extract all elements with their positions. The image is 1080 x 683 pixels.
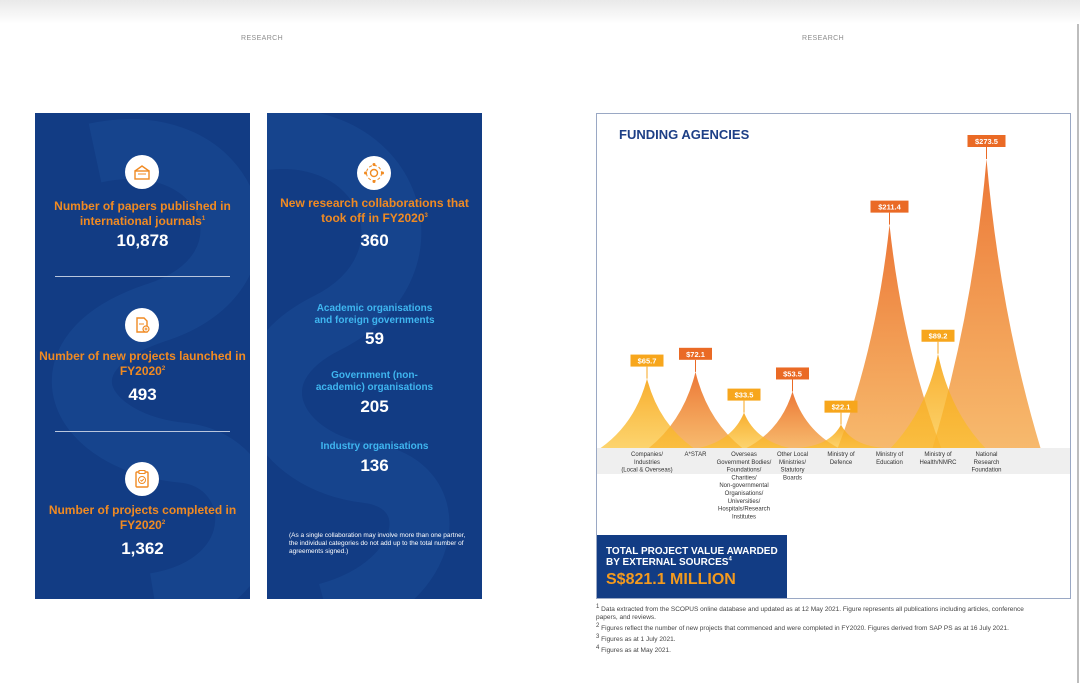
papers-published-label: Number of papers published in international journals$^1$: [54, 199, 231, 228]
divider-rule: [55, 276, 230, 277]
chart-title: FUNDING AGENCIES: [619, 127, 750, 142]
total-value-label: TOTAL PROJECT VALUE AWARDED BY EXTERNAL SOURCES$^4$: [606, 546, 778, 568]
viewer-top-bar: [0, 0, 1080, 24]
value-label: $89.2: [928, 331, 948, 341]
value-label: $273.5: [975, 137, 998, 146]
running-head-right: RESEARCH: [802, 35, 845, 42]
clipboard-check-icon: [125, 462, 159, 496]
value-label: $22.1: [831, 402, 851, 412]
category-label: Ministry of Education: [875, 452, 904, 466]
divider-rule: [55, 431, 230, 432]
new-projects-value: 493: [128, 385, 157, 404]
new-projects-label: Number of new projects launched in FY2020$^2$: [39, 349, 246, 378]
projects-completed-value: 1,362: [121, 539, 164, 558]
category-label: Other Local Ministries/ Statutory Boards: [776, 452, 809, 482]
collaborations-label: New research collaborations that took off in FY2020$^3$: [280, 196, 469, 225]
footnote-item: $^1$ Data extracted from the SCOPUS online database and updated as at 12 May 2021. Figure represents all publications including articles, conference papers, and reviews.: [596, 603, 1024, 621]
value-label: $53.5: [783, 369, 802, 379]
footnote-item: $^3$ Figures as at 1 July 2021.: [596, 633, 676, 643]
total-value-box: [597, 535, 787, 598]
academic-orgs-label: Academic organisations and foreign governments: [314, 303, 435, 326]
total-value-amount: S$821.1 MILLION: [606, 571, 736, 588]
stacked-papers-icon: [125, 155, 159, 189]
funding-agencies-chart: [596, 113, 1071, 599]
projects-completed-label: Number of projects completed in FY2020$^2$: [48, 503, 237, 532]
page-edge-divider: [1077, 24, 1079, 683]
gear-network-icon: [357, 156, 391, 190]
government-orgs-label: Government (non-academic) organisations: [315, 370, 434, 393]
funding-chart-svg: [597, 114, 1071, 599]
industry-orgs-label: Industry organisations: [320, 441, 429, 452]
value-label: $72.1: [686, 349, 705, 359]
value-label: $65.7: [637, 356, 657, 366]
document-plus-icon: [125, 308, 159, 342]
academic-orgs-value: 59: [365, 329, 384, 348]
category-label: Companies/ Industries (Local & Overseas): [621, 452, 673, 474]
papers-published-value: 10,878: [116, 231, 169, 250]
running-head-left: RESEARCH: [241, 35, 284, 42]
collaboration-footnote: (As a single collaboration may involve more than one partner, the individual categories do not add up to the total number of agreements signed.): [289, 532, 466, 555]
collaborations-panel: [267, 113, 482, 599]
category-label: A*STAR: [684, 452, 707, 458]
footnote-item: $^4$ Figures as at May 2021.: [596, 644, 671, 654]
category-label: Ministry of Health/NMRC: [919, 452, 957, 466]
value-label: $211.4: [878, 202, 901, 212]
industry-orgs-value: 136: [360, 456, 389, 475]
category-label: Ministry of Defence: [827, 452, 855, 466]
collaborations-value: 360: [360, 231, 389, 250]
category-label: National Research Foundation: [971, 452, 1002, 474]
research-stats-panel: [35, 113, 250, 599]
value-label: $33.5: [734, 390, 754, 400]
footnotes: [596, 603, 1036, 658]
footnote-item: $^2$ Figures reflect the number of new projects that commenced and were completed in FY2020. Figures derived from SAP PS as at 16 July 2021.: [596, 622, 1009, 632]
category-label: Overseas Government Bodies/ Foundations/ Charities/ Non-governmental Organisations/ Universities/ Hospitals/Research Institutes: [716, 452, 772, 521]
government-orgs-value: 205: [360, 397, 389, 416]
